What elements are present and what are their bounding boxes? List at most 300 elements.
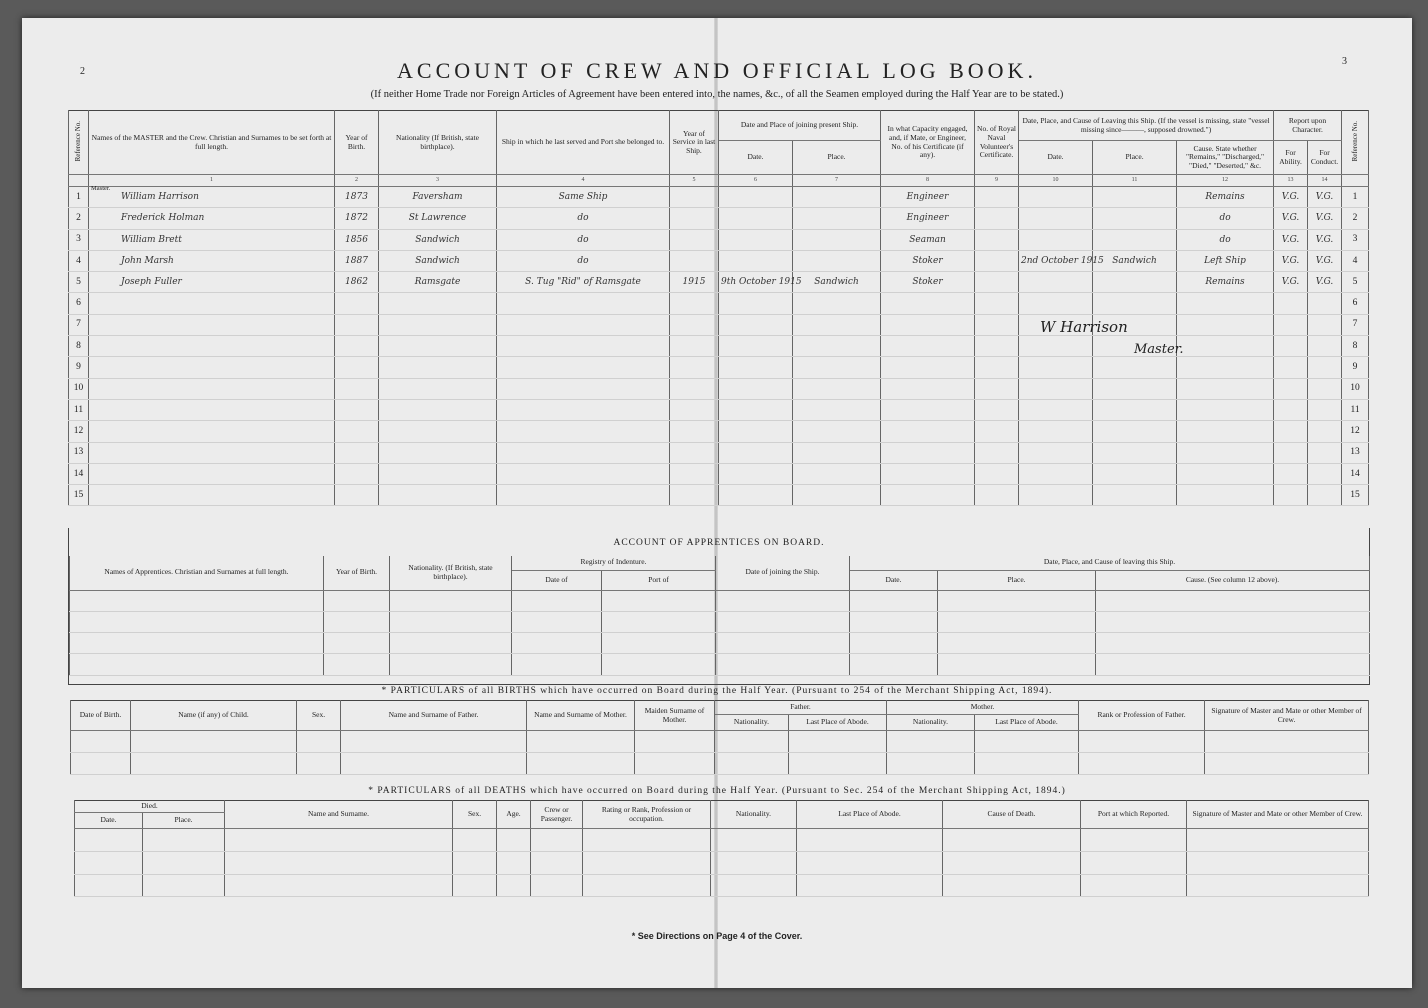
join-place-cell	[793, 314, 881, 335]
column-number: 6	[719, 175, 793, 187]
leave-cause: Remains	[1205, 191, 1245, 202]
ref-no: 8	[76, 340, 81, 351]
crew-name-cell	[89, 293, 335, 314]
conduct-rating: V.G.	[1315, 191, 1334, 202]
birth-year-cell	[335, 229, 379, 250]
leave-place-cell	[1093, 250, 1177, 271]
death-nationality-header: Nationality.	[711, 801, 797, 829]
join-date-cell	[719, 485, 793, 506]
ref-no: 12	[73, 425, 84, 436]
ability-rating-cell	[1274, 357, 1308, 378]
apprentices-title: ACCOUNT OF APPRENTICES ON BOARD.	[613, 538, 825, 548]
births-table	[70, 700, 1369, 775]
crew-name-cell	[89, 336, 335, 357]
join-place-cell	[793, 463, 881, 484]
ref-no-cell	[69, 399, 89, 420]
ref-no-cell	[69, 314, 89, 335]
ref-no-right-cell	[1342, 187, 1369, 208]
year-of-service-header: Year of Service in last Ship.	[670, 111, 719, 175]
last-ship-cell	[497, 421, 670, 442]
capacity-cell	[881, 378, 975, 399]
conduct-rating-cell	[1308, 293, 1342, 314]
ref-no: 7	[76, 319, 81, 330]
service-year-cell	[670, 314, 719, 335]
ref-no-cell	[69, 336, 89, 357]
ref-no-right: 6	[1352, 298, 1358, 309]
conduct-rating-cell	[1308, 442, 1342, 463]
birth-year-cell	[335, 293, 379, 314]
join-date-cell	[719, 250, 793, 271]
last-ship: do	[577, 234, 589, 245]
ref-no-right-cell	[1342, 272, 1369, 293]
rnv-certificate-cell	[975, 399, 1019, 420]
rating-header: Rating or Rank, Profession or occupation.	[583, 801, 711, 829]
join-date-cell	[719, 293, 793, 314]
ability-rating: V.G.	[1281, 213, 1300, 224]
leave-place-cell	[1093, 272, 1177, 293]
cause-header: Cause. State whether "Remains," "Discharged," "Died," "Deserted," &c.	[1177, 141, 1274, 175]
left-page-number: 2	[80, 66, 85, 77]
last-ship-cell	[497, 378, 670, 399]
capacity-cell	[881, 272, 975, 293]
service-year-cell	[670, 250, 719, 271]
service-year-cell	[670, 272, 719, 293]
master-signature: W Harrison	[1040, 318, 1128, 336]
capacity: Seaman	[909, 234, 946, 245]
apprentice-names-header: Names of Apprentices. Christian and Surnames at full length.	[70, 556, 324, 590]
ref-no: 14	[73, 468, 84, 479]
service-year-cell	[670, 187, 719, 208]
ref-no-header-right: Reference No.	[1351, 120, 1360, 162]
birth-year-cell	[335, 272, 379, 293]
page-subtitle: (If neither Home Trade nor Foreign Articles of Agreement have been entered into, the names, &c., of all the Seamen employed during the Half Year are to be stated.)	[370, 89, 1064, 100]
join-date-cell	[719, 272, 802, 293]
ship-last-served-header: Ship in which he last served and Port she belonged to.	[497, 111, 670, 175]
ability-rating-cell	[1274, 229, 1308, 250]
rnv-certificate-cell	[975, 187, 1019, 208]
capacity-cell	[881, 250, 975, 271]
leave-cause-cell	[1177, 485, 1274, 506]
column-number: 5	[670, 175, 719, 187]
ref-no-right-cell	[1342, 314, 1369, 335]
birth-year: 1887	[345, 255, 368, 266]
capacity: Engineer	[906, 213, 949, 224]
apprentice-row	[70, 611, 1370, 632]
join-place-cell	[793, 229, 881, 250]
nationality-cell	[379, 272, 497, 293]
join-place-header: Place.	[793, 141, 881, 175]
ref-no-cell	[69, 293, 89, 314]
leave-cause-cell	[1177, 272, 1274, 293]
crew-name: William Brett	[121, 234, 182, 245]
join-date-cell	[719, 208, 793, 229]
death-date-header: Date.	[75, 813, 143, 829]
ability-rating: V.G.	[1281, 234, 1300, 245]
leave-place-cell	[1093, 399, 1177, 420]
ref-no-cell	[69, 378, 89, 399]
apprentice-joining-header: Date of joining the Ship.	[716, 556, 850, 590]
birth-year-cell	[335, 187, 379, 208]
conduct-rating-cell	[1308, 229, 1342, 250]
column-number: 14	[1308, 175, 1342, 187]
deaths-title: * PARTICULARS of all DEATHS which have occurred on Board during the Half Year. (Pursuant to Sec. 254 of the Merchant Shipping Act, 1894.)	[368, 786, 1066, 796]
leave-cause-cell	[1177, 421, 1274, 442]
ref-no-right-cell	[1342, 336, 1369, 357]
crew-name: Joseph Fuller	[121, 277, 182, 288]
birth-year: 1856	[345, 234, 368, 245]
report-group-header: Report upon Character.	[1274, 111, 1342, 141]
ref-no-right: 3	[1352, 234, 1358, 245]
last-ship-cell	[497, 357, 670, 378]
ability-rating-cell	[1274, 336, 1308, 357]
ref-no-right-cell	[1342, 463, 1369, 484]
nationality: Sandwich	[415, 234, 460, 245]
crew-name: William Harrison	[121, 191, 199, 202]
child-name-header: Name (if any) of Child.	[131, 701, 297, 731]
birth-year: 1872	[345, 213, 368, 224]
birth-year-cell	[335, 208, 379, 229]
registry-date-header: Date of	[512, 570, 602, 590]
nationality-cell	[379, 378, 497, 399]
ref-no-cell	[69, 442, 89, 463]
leave-place-cell	[1093, 357, 1177, 378]
last-ship: S. Tug "Rid" of Ramsgate	[525, 277, 641, 288]
crew-name-cell	[89, 229, 335, 250]
service-year-cell	[670, 208, 719, 229]
death-row	[75, 829, 1369, 852]
apprentice-leave-date-header: Date.	[850, 570, 938, 590]
crew-row	[69, 229, 1369, 250]
ref-no: 5	[76, 276, 81, 287]
father-group-header: Father.	[715, 701, 887, 715]
nationality-cell	[379, 442, 497, 463]
nationality: St Lawrence	[408, 213, 467, 224]
ref-no-cell	[69, 272, 89, 293]
registry-header: Registry of Indenture.	[512, 556, 716, 570]
join-date-cell	[719, 314, 793, 335]
nationality: Ramsgate	[414, 277, 461, 288]
crew-or-passenger-header: Crew or Passenger.	[531, 801, 583, 829]
leave-place-cell	[1093, 187, 1177, 208]
leave-cause: Left Ship	[1204, 255, 1246, 266]
death-abode-header: Last Place of Abode.	[797, 801, 943, 829]
log-book-sheet	[22, 18, 1412, 988]
ability-rating-cell	[1274, 399, 1308, 420]
crew-row	[69, 485, 1369, 506]
death-age-header: Age.	[497, 801, 531, 829]
conduct-rating-cell	[1308, 463, 1342, 484]
leave-place-cell	[1093, 293, 1177, 314]
birth-year-cell	[335, 463, 379, 484]
last-ship-cell	[497, 293, 670, 314]
leave-cause-cell	[1177, 463, 1274, 484]
crew-row	[69, 357, 1369, 378]
nationality: Faversham	[412, 191, 463, 202]
crew-row	[69, 378, 1369, 399]
maiden-name-header: Maiden Surname of Mother.	[635, 701, 715, 731]
capacity-cell	[881, 421, 975, 442]
leave-date-cell	[1019, 357, 1093, 378]
death-row	[75, 852, 1369, 875]
rnv-certificate-cell	[975, 272, 1019, 293]
rnv-certificate-cell	[975, 463, 1019, 484]
crew-name-cell	[89, 399, 335, 420]
ref-no-right: 14	[1350, 468, 1360, 479]
leave-place-cell	[1093, 208, 1177, 229]
ref-no-right: 15	[1350, 489, 1360, 500]
join-place-cell	[793, 378, 881, 399]
join-date-cell	[719, 463, 793, 484]
capacity-cell	[881, 442, 975, 463]
death-sex-header: Sex.	[453, 801, 497, 829]
crew-row	[69, 463, 1369, 484]
rnv-certificate-cell	[975, 229, 1019, 250]
birth-year-cell	[335, 485, 379, 506]
crew-name-cell	[89, 314, 335, 335]
births-title: * PARTICULARS of all BIRTHS which have occurred on Board during the Half Year. (Pursuant to 254 of the Merchant Shipping Act, 1894).	[381, 686, 1053, 696]
leave-date-cell	[1019, 442, 1093, 463]
birth-year-cell	[335, 421, 379, 442]
service-year-cell	[670, 293, 719, 314]
crew-name-cell	[89, 272, 335, 293]
nationality-cell	[379, 485, 497, 506]
birth-year: 1862	[345, 277, 368, 288]
capacity-cell	[881, 229, 975, 250]
mother-abode-header: Last Place of Abode.	[975, 715, 1079, 731]
capacity-cell	[881, 314, 975, 335]
ref-no-right-cell	[1342, 229, 1369, 250]
leave-date-header: Date.	[1019, 141, 1093, 175]
join-date-cell	[719, 187, 793, 208]
leave-date-cell	[1019, 485, 1093, 506]
ref-no-right: 1	[1352, 191, 1358, 202]
crew-row	[69, 399, 1369, 420]
deaths-table	[74, 800, 1369, 897]
join-date-cell	[719, 399, 793, 420]
crew-row	[69, 442, 1369, 463]
last-ship: do	[577, 213, 589, 224]
join-date-cell	[719, 357, 793, 378]
nationality-cell	[379, 336, 497, 357]
father-name-header: Name and Surname of Father.	[341, 701, 527, 731]
service-year-cell	[670, 421, 719, 442]
join-place-cell	[793, 421, 881, 442]
conduct-rating: V.G.	[1315, 255, 1334, 266]
ability-rating-cell	[1274, 187, 1308, 208]
join-place-cell	[793, 485, 881, 506]
leave-place-cell	[1093, 485, 1177, 506]
column-number: 4	[497, 175, 670, 187]
join-place-cell	[793, 187, 881, 208]
service-year: 1915	[682, 277, 706, 288]
ref-no-right-cell	[1342, 208, 1369, 229]
ref-no: 4	[76, 255, 81, 266]
join-date-cell	[719, 378, 793, 399]
ref-no-right: 8	[1352, 340, 1358, 351]
crew-name-cell	[89, 485, 335, 506]
service-year-cell	[670, 229, 719, 250]
leave-cause-cell	[1177, 229, 1274, 250]
ability-rating-cell	[1274, 463, 1308, 484]
ability-rating: V.G.	[1281, 277, 1300, 288]
ref-no-cell	[69, 187, 89, 208]
leave-place-cell	[1093, 463, 1177, 484]
conduct-rating-cell	[1308, 250, 1342, 271]
mother-nationality-header: Nationality.	[887, 715, 975, 731]
conduct-header: For Conduct.	[1308, 141, 1342, 175]
last-ship: do	[577, 255, 589, 266]
nationality-cell	[379, 421, 497, 442]
crew-row	[69, 421, 1369, 442]
rnv-certificate-cell	[975, 314, 1019, 335]
names-header: Names of the MASTER and the Crew. Christian and Surnames to be set forth at full length.	[89, 111, 335, 175]
father-abode-header: Last Place of Abode.	[789, 715, 887, 731]
apprentice-year-header: Year of Birth.	[324, 556, 390, 590]
rnv-certificate-cell	[975, 442, 1019, 463]
birth-row	[71, 731, 1369, 753]
join-place-cell	[793, 357, 881, 378]
crew-name-cell	[89, 184, 335, 208]
column-number: 12	[1177, 175, 1274, 187]
footnote: * See Directions on Page 4 of the Cover.	[631, 931, 803, 941]
column-number: 8	[881, 175, 975, 187]
ability-rating-cell	[1274, 272, 1308, 293]
port-reported-header: Port at which Reported.	[1081, 801, 1187, 829]
crew-row	[69, 250, 1369, 271]
conduct-rating-cell	[1308, 208, 1342, 229]
column-number: 11	[1093, 175, 1177, 187]
leave-cause-cell	[1177, 357, 1274, 378]
crew-row	[69, 293, 1369, 314]
last-ship-cell	[497, 463, 670, 484]
father-nationality-header: Nationality.	[715, 715, 789, 731]
conduct-rating-cell	[1308, 378, 1342, 399]
leave-date-cell	[1019, 250, 1104, 271]
apprentice-cause-header: Cause. (See column 12 above).	[1096, 570, 1370, 590]
ability-rating-cell	[1274, 250, 1308, 271]
ref-no-right-cell	[1342, 378, 1369, 399]
death-name-header: Name and Surname.	[225, 801, 453, 829]
leave-date-cell	[1019, 399, 1093, 420]
rnv-certificate-cell	[975, 357, 1019, 378]
service-year-cell	[670, 336, 719, 357]
ability-rating-cell	[1274, 442, 1308, 463]
leaving-group-header: Date, Place, and Cause of Leaving this Ship. (If the vessel is missing, state "vessel missing since———, supposed drowned.")	[1019, 111, 1274, 141]
ref-no: 9	[76, 362, 81, 373]
capacity: Engineer	[906, 191, 949, 202]
birth-year: 1873	[345, 191, 368, 202]
ref-no: 15	[73, 489, 84, 500]
ability-rating-cell	[1274, 314, 1308, 335]
join-place-cell	[793, 272, 881, 293]
ref-no-right-cell	[1342, 357, 1369, 378]
column-number: 7	[793, 175, 881, 187]
capacity-cell	[881, 399, 975, 420]
death-place-header: Place.	[143, 813, 225, 829]
death-signature-header: Signature of Master and Mate or other Member of Crew.	[1187, 801, 1369, 829]
join-place-cell	[793, 293, 881, 314]
column-number: 2	[335, 175, 379, 187]
leave-cause-cell	[1177, 399, 1274, 420]
apprentice-row	[70, 654, 1370, 675]
birth-sex-header: Sex.	[297, 701, 341, 731]
leave-date-cell	[1019, 208, 1093, 229]
conduct-rating-cell	[1308, 421, 1342, 442]
conduct-rating: V.G.	[1315, 277, 1334, 288]
nationality-cell	[379, 314, 497, 335]
ref-no-right: 12	[1350, 425, 1360, 436]
ability-rating-cell	[1274, 421, 1308, 442]
birth-year-cell	[335, 336, 379, 357]
death-row	[75, 875, 1369, 897]
leave-date-cell	[1019, 229, 1093, 250]
leave-cause-cell	[1177, 336, 1274, 357]
apprentice-row	[70, 633, 1370, 654]
mother-name-header: Name and Surname of Mother.	[527, 701, 635, 731]
capacity-header: In what Capacity engaged, and, if Mate, or Engineer, No. of his Certificate (if any).	[881, 111, 975, 175]
nationality: Sandwich	[415, 255, 460, 266]
ref-no-right: 7	[1352, 319, 1358, 330]
ability-rating-cell	[1274, 485, 1308, 506]
join-date-header: Date.	[719, 141, 793, 175]
rnv-certificate-cell	[975, 336, 1019, 357]
ability-rating-cell	[1274, 208, 1308, 229]
birth-signature-header: Signature of Master and Mate or other Member of Crew.	[1205, 701, 1369, 731]
rnv-certificate-cell	[975, 293, 1019, 314]
crew-name: John Marsh	[121, 255, 174, 266]
service-year-cell	[670, 378, 719, 399]
nationality-cell	[379, 229, 497, 250]
rnv-certificate-cell	[975, 378, 1019, 399]
crew-row	[69, 187, 1369, 208]
ref-no-right-cell	[1342, 442, 1369, 463]
crew-name-cell	[89, 442, 335, 463]
crew-name-cell	[89, 378, 335, 399]
leave-cause-cell	[1177, 378, 1274, 399]
joining-group-header: Date and Place of joining present Ship.	[719, 111, 881, 141]
nationality-cell	[379, 357, 497, 378]
crew-row	[69, 272, 1369, 293]
column-number: 3	[379, 175, 497, 187]
leave-date-cell	[1019, 336, 1093, 357]
leave-cause-cell	[1177, 250, 1274, 271]
ref-no-right: 2	[1352, 212, 1358, 223]
last-ship-cell	[497, 336, 670, 357]
rnv-certificate-cell	[975, 208, 1019, 229]
capacity-cell	[881, 293, 975, 314]
crew-row	[69, 208, 1369, 229]
leave-cause-cell	[1177, 314, 1274, 335]
right-page-number: 3	[1342, 56, 1347, 67]
leave-date-cell	[1019, 293, 1093, 314]
ref-no: 11	[73, 404, 84, 415]
birth-year-cell	[335, 442, 379, 463]
leave-cause: do	[1219, 213, 1231, 224]
ref-no-cell	[69, 208, 89, 229]
conduct-rating-cell	[1308, 187, 1342, 208]
leave-cause-cell	[1177, 208, 1274, 229]
join-place-cell	[793, 442, 881, 463]
leave-place-cell	[1093, 229, 1177, 250]
apprentice-row	[70, 590, 1370, 611]
leave-place-cell	[1093, 421, 1177, 442]
apprentices-table	[69, 556, 1370, 676]
conduct-rating: V.G.	[1315, 213, 1334, 224]
ability-header: For Ability.	[1274, 141, 1308, 175]
crew-name-cell	[89, 463, 335, 484]
last-ship-cell	[497, 485, 670, 506]
last-ship-cell	[497, 187, 670, 208]
